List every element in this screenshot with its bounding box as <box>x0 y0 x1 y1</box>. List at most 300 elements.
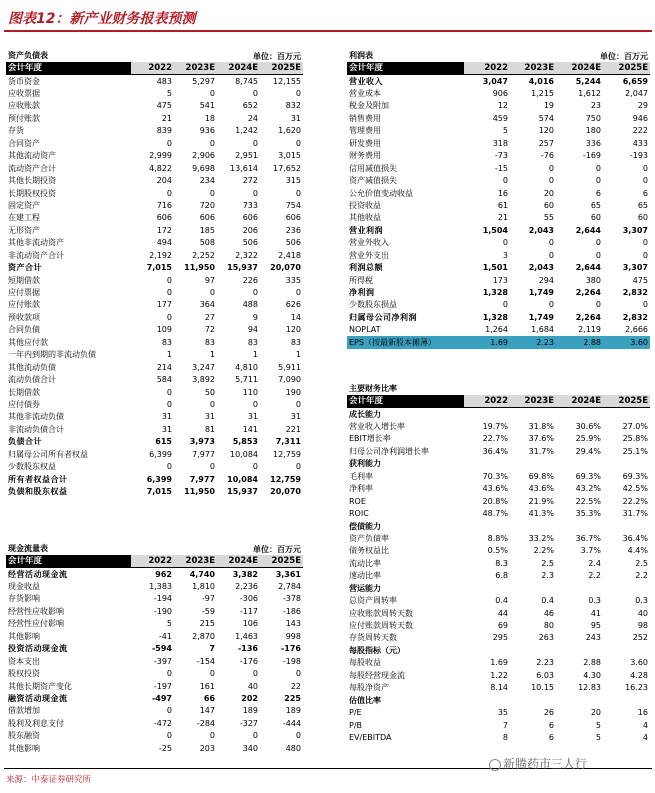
cell-value: 7,977 <box>192 449 215 459</box>
cell-value: 541 <box>199 101 215 111</box>
row-label: 归母公司净利润增长率 <box>349 446 429 456</box>
cell-value: 2,043 <box>528 225 554 235</box>
row-label: 长期借款 <box>8 387 40 397</box>
cell-value: 7,311 <box>275 437 301 447</box>
cell-value: 60 <box>637 213 648 223</box>
cell-value: -594 <box>151 644 172 654</box>
cell-value: 2,264 <box>575 288 601 298</box>
row-label: 投资活动现金流 <box>8 644 68 654</box>
income-statement-table <box>347 50 650 349</box>
row-label: 营业收入增长率 <box>349 422 405 432</box>
cell-value: -190 <box>153 606 172 616</box>
cell-value: 31 <box>247 412 258 422</box>
cell-value: 0 <box>295 731 301 741</box>
cell-value: -169 <box>582 151 601 161</box>
cell-value: 0 <box>252 669 258 679</box>
row-label: 经营性应收影响 <box>8 606 64 616</box>
row-label: 资产合计 <box>8 263 42 273</box>
row-label: 长期股权投资 <box>8 188 56 198</box>
row-label: 股权投资 <box>8 669 40 679</box>
row-label: 偿债能力 <box>349 521 381 531</box>
cell-value: 17,652 <box>273 163 301 173</box>
cell-value: 6.03 <box>536 670 554 680</box>
table-row <box>347 433 650 445</box>
cell-value: 1,328 <box>482 312 508 322</box>
cell-value: 2.5 <box>635 558 648 568</box>
row-label: 债务权益比 <box>349 546 389 556</box>
table-row <box>347 286 650 298</box>
row-label: 应付账款周转天数 <box>349 621 413 631</box>
cell-value: 0 <box>295 399 301 409</box>
cell-value: 0 <box>166 706 172 716</box>
cell-value: 906 <box>492 89 508 99</box>
cell-value: 0 <box>548 300 554 310</box>
cell-value: 1,620 <box>278 126 301 136</box>
cell-value: 25.1% <box>622 446 648 456</box>
table-row <box>6 655 303 667</box>
table-row <box>6 717 303 729</box>
table-row <box>347 324 650 336</box>
header-year: 2022 <box>464 62 510 74</box>
cell-value: 2,784 <box>278 582 301 592</box>
watermark-text: 新腾药市三人行 <box>503 757 588 771</box>
cell-value: 0 <box>642 300 648 310</box>
cell-value: 839 <box>156 126 172 136</box>
cell-value: 0 <box>642 176 648 186</box>
row-label: P/E <box>349 708 362 718</box>
cell-value <box>464 520 510 532</box>
table-row <box>347 594 650 606</box>
cell-value: 3,973 <box>189 437 215 447</box>
row-label: 其他长期资产变化 <box>8 681 72 691</box>
table-row <box>6 261 303 273</box>
cell-value: -378 <box>282 594 301 604</box>
cell-value: 615 <box>155 437 172 447</box>
cell-value <box>464 644 510 656</box>
cell-value: -176 <box>280 644 301 654</box>
table-row <box>6 187 303 199</box>
section-title: 现金流量表 <box>6 543 131 555</box>
cell-value: 13,614 <box>230 163 258 173</box>
table-row <box>347 261 650 273</box>
cell-value: 508 <box>199 238 215 248</box>
cell-value: 23 <box>590 101 601 111</box>
cell-value: 3,307 <box>622 225 648 235</box>
cell-value: 60 <box>543 200 554 210</box>
cell-value: 42.5% <box>622 484 648 494</box>
cell-value: 7,015 <box>146 487 172 497</box>
table-row <box>6 174 303 186</box>
cell-value: -15 <box>494 163 508 173</box>
cell-value <box>464 408 510 420</box>
cell-value: 120 <box>285 325 301 335</box>
row-label: 营业外收入 <box>349 238 389 248</box>
table-row <box>347 174 650 186</box>
cell-value: 1,749 <box>528 312 554 322</box>
table-row <box>6 324 303 336</box>
cell-value: 0 <box>595 250 601 260</box>
cell-value: 1,612 <box>578 89 601 99</box>
cell-value: 65 <box>637 200 648 210</box>
cell-value: 4,810 <box>235 362 258 372</box>
cell-value: 1,501 <box>482 263 508 273</box>
cell-value: 69.3% <box>622 471 648 481</box>
cell-value: 3.60 <box>630 658 648 668</box>
cell-value: 33.2% <box>528 533 554 543</box>
table-row <box>347 719 650 731</box>
cell-value: 0 <box>548 176 554 186</box>
table-row <box>347 557 650 569</box>
figure-title-bar <box>4 2 652 32</box>
cell-value: 0 <box>642 238 648 248</box>
row-label: EPS（按最新股本摊薄） <box>347 336 464 348</box>
row-label: 所得税 <box>349 275 373 285</box>
cell-value: 6,659 <box>622 76 648 86</box>
header-label: 会计年度 <box>6 62 131 74</box>
table-row <box>6 361 303 373</box>
row-label: 营业利润 <box>349 225 383 235</box>
cell-value: 506 <box>285 238 301 248</box>
table-row <box>347 237 650 249</box>
row-label: 一年内到期的非流动负债 <box>8 350 96 360</box>
row-label: 利润总额 <box>349 263 383 273</box>
table-row <box>347 224 650 236</box>
cell-value: 0 <box>548 238 554 248</box>
cell-value: 25.8% <box>622 434 648 444</box>
cell-value: 22.2% <box>622 496 648 506</box>
cell-value: 12.83 <box>578 683 601 693</box>
row-label: 其他影响 <box>8 631 40 641</box>
table-row <box>6 224 303 236</box>
cell-value: 2,666 <box>625 325 648 335</box>
cell-value: 3.60 <box>603 336 650 348</box>
cell-value: 0 <box>295 138 301 148</box>
cell-value <box>510 458 556 470</box>
cell-value: 31 <box>161 412 172 422</box>
row-label: 所有者权益合计 <box>8 474 68 484</box>
cell-value: 459 <box>492 113 508 123</box>
row-label: 预收款项 <box>8 312 40 322</box>
cell-value: 11,950 <box>184 263 215 273</box>
table-row <box>6 580 303 592</box>
cell-value: 19.7% <box>482 422 508 432</box>
subsection-row <box>347 458 650 470</box>
cell-value: -194 <box>153 594 172 604</box>
cell-value: -193 <box>629 151 648 161</box>
cell-value: 83 <box>204 337 215 347</box>
table-row <box>347 299 650 311</box>
cell-value: 0 <box>209 731 215 741</box>
cell-value: 29.4% <box>575 446 601 456</box>
header-year: 2025E <box>260 62 303 74</box>
cell-value: 5 <box>595 732 601 742</box>
cell-value: 43.2% <box>575 484 601 494</box>
row-label: 财务费用 <box>349 151 381 161</box>
cell-value: 44 <box>497 608 508 618</box>
cell-value: 15,937 <box>227 487 258 497</box>
cell-value: 8.14 <box>490 683 508 693</box>
cell-value: 962 <box>155 569 172 579</box>
row-label: 信用减值损失 <box>349 163 397 173</box>
cell-value: 832 <box>285 101 301 111</box>
cell-value: 12,759 <box>273 449 301 459</box>
cell-value: 336 <box>585 138 601 148</box>
cell-value: 754 <box>285 200 301 210</box>
cell-value: 0 <box>642 250 648 260</box>
row-label: 应收票据 <box>8 89 40 99</box>
cell-value <box>464 458 510 470</box>
cell-value: 173 <box>492 275 508 285</box>
cell-value: 4 <box>642 720 648 730</box>
table-row <box>6 411 303 423</box>
section-row <box>6 543 303 555</box>
row-label: 负债和股东权益 <box>8 487 68 497</box>
header-year: 2024E <box>556 62 603 74</box>
row-label: 资本支出 <box>8 656 40 666</box>
cell-value: 19 <box>543 101 554 111</box>
table-row <box>347 162 650 174</box>
cell-value: 0 <box>295 188 301 198</box>
table-row <box>6 680 303 692</box>
cell-value: 252 <box>632 633 648 643</box>
cell-value: 55 <box>543 213 554 223</box>
section-row <box>347 383 650 395</box>
cell-value: 998 <box>285 631 301 641</box>
table-row <box>347 445 650 457</box>
row-label: 少数股东权益 <box>8 462 56 472</box>
row-label: 应收账款 <box>8 101 40 111</box>
cell-value: 2.4 <box>588 558 601 568</box>
row-label: 预付账款 <box>8 113 40 123</box>
cell-value: 584 <box>156 375 172 385</box>
row-label: 借款增加 <box>8 706 40 716</box>
table-row <box>6 618 303 630</box>
row-label: 其他收益 <box>349 213 381 223</box>
cell-value: -59 <box>201 606 215 616</box>
cell-value: 25.9% <box>575 434 601 444</box>
cell-value: 1,215 <box>531 89 554 99</box>
cell-value: 0 <box>166 731 172 741</box>
cell-value: 60 <box>590 213 601 223</box>
cell-value: 0 <box>595 176 601 186</box>
cell-value: 0 <box>252 731 258 741</box>
row-label: 速动比率 <box>349 571 381 581</box>
cell-value: 3,361 <box>275 569 301 579</box>
table-row <box>347 545 650 557</box>
cell-value: 483 <box>156 76 172 86</box>
header-year: 2022 <box>131 555 174 567</box>
cell-value <box>464 694 510 706</box>
cell-value: -497 <box>151 693 172 703</box>
cell-value: -197 <box>153 681 172 691</box>
row-label: 经营性应付影响 <box>8 619 64 629</box>
cell-value: 720 <box>199 200 215 210</box>
cell-value: 177 <box>156 300 172 310</box>
cell-value: 0 <box>166 462 172 472</box>
cell-value <box>464 582 510 594</box>
cell-value: 2,047 <box>625 89 648 99</box>
cell-value: 43.6% <box>528 484 554 494</box>
cell-value: 0 <box>252 288 258 298</box>
cell-value: 12 <box>497 101 508 111</box>
cell-value: -198 <box>282 656 301 666</box>
cell-value: 1 <box>295 350 301 360</box>
cell-value: 1.69 <box>464 336 510 348</box>
cell-value: 190 <box>285 387 301 397</box>
cell-value: 1,810 <box>192 582 215 592</box>
row-label: EV/EBITDA <box>349 732 392 742</box>
row-label: 总资产周转率 <box>349 596 397 606</box>
cell-value: 31 <box>161 424 172 434</box>
cell-value: 295 <box>492 633 508 643</box>
cell-value: 5,244 <box>575 76 601 86</box>
cell-value: 83 <box>161 337 172 347</box>
cell-value: 37.6% <box>528 434 554 444</box>
cell-value: 480 <box>285 743 301 753</box>
row-label: 其他非流动负债 <box>8 412 64 422</box>
cell-value: 626 <box>285 300 301 310</box>
cell-value: 202 <box>241 693 258 703</box>
cell-value: 606 <box>285 213 301 223</box>
table-row <box>6 199 303 211</box>
cell-value: -284 <box>196 718 215 728</box>
row-label: ROIC <box>349 509 369 519</box>
cell-value: 21.9% <box>528 496 554 506</box>
table-row <box>347 731 650 743</box>
row-label: 现金收益 <box>8 582 40 592</box>
row-label: 应付账款 <box>8 300 40 310</box>
table-row <box>347 311 650 323</box>
cell-value: 20.8% <box>482 496 508 506</box>
cell-value: 18 <box>204 113 215 123</box>
row-label: 净利润 <box>349 288 375 298</box>
cell-value: 2,951 <box>235 151 258 161</box>
cell-value: 0.3 <box>635 596 648 606</box>
cell-value: 0 <box>209 669 215 679</box>
cell-value <box>510 408 556 420</box>
cell-value: 9,698 <box>192 163 215 173</box>
table-row <box>6 286 303 298</box>
cell-value: 31 <box>204 412 215 422</box>
cell-value: 2.2 <box>588 571 601 581</box>
cell-value: 5 <box>595 720 601 730</box>
cell-value: 574 <box>538 113 554 123</box>
table-row <box>347 669 650 681</box>
row-label: 每股经营现金流 <box>349 670 405 680</box>
cell-value: 335 <box>285 275 301 285</box>
cell-value: 0 <box>209 188 215 198</box>
cell-value: 69.3% <box>575 471 601 481</box>
cell-value: 2.5 <box>541 558 554 568</box>
cell-value <box>510 694 556 706</box>
table-row <box>347 100 650 112</box>
cell-value: 0 <box>166 669 172 679</box>
cell-value: 5 <box>502 126 508 136</box>
cell-value: 11,950 <box>184 487 215 497</box>
cell-value: 946 <box>632 113 648 123</box>
table-row <box>6 460 303 472</box>
cell-value: 3,892 <box>192 375 215 385</box>
cell-value: 3,015 <box>278 151 301 161</box>
cell-value: 0 <box>595 300 601 310</box>
cell-value: 5,911 <box>278 362 301 372</box>
header-row <box>6 62 303 74</box>
cell-value: 272 <box>242 176 258 186</box>
cell-value: 2,192 <box>149 250 172 260</box>
table-row <box>6 742 303 754</box>
cell-value: 7,977 <box>189 474 215 484</box>
footer <box>4 757 652 785</box>
row-label: 销售费用 <box>349 113 381 123</box>
header-year: 2022 <box>464 395 510 407</box>
cell-value: 0 <box>595 238 601 248</box>
cell-value <box>510 520 556 532</box>
cell-value: 936 <box>199 126 215 136</box>
table-row <box>347 187 650 199</box>
spacer-cell <box>556 383 603 395</box>
row-label: 每股收益 <box>349 658 381 668</box>
cell-value: 65 <box>590 200 601 210</box>
table-row <box>6 630 303 642</box>
cell-value: 4 <box>642 732 648 742</box>
cell-value: 1,749 <box>528 288 554 298</box>
cell-value: 315 <box>285 176 301 186</box>
table-row <box>6 373 303 385</box>
cell-value <box>603 458 650 470</box>
row-label: 流动负债合计 <box>8 375 56 385</box>
cell-value: 0 <box>502 300 508 310</box>
cell-value: 3,247 <box>192 362 215 372</box>
row-label: 融资活动现金流 <box>8 693 68 703</box>
row-label: 公允价值变动收益 <box>349 188 413 198</box>
cell-value: 43.6% <box>482 484 508 494</box>
row-label: 短期借款 <box>8 275 40 285</box>
spacer-cell <box>174 50 217 62</box>
cell-value: 6 <box>548 732 554 742</box>
row-label: 存货 <box>8 126 24 136</box>
cell-value: 0 <box>209 399 215 409</box>
subsection-row <box>347 644 650 656</box>
cell-value: 189 <box>242 706 258 716</box>
cell-value: 0 <box>595 163 601 173</box>
table-row <box>6 398 303 410</box>
table-row <box>347 112 650 124</box>
cell-value: 2,870 <box>192 631 215 641</box>
unit-label: 单位：百万元 <box>253 51 301 61</box>
cell-value: 95 <box>590 621 601 631</box>
cell-value: 1 <box>252 350 258 360</box>
row-label: 成长能力 <box>349 409 381 419</box>
cell-value: 46 <box>543 608 554 618</box>
cell-value: 4.4% <box>627 546 648 556</box>
cell-value: -73 <box>494 151 508 161</box>
cell-value: 606 <box>156 213 172 223</box>
cell-value: 3,047 <box>482 76 508 86</box>
section-title: 利润表 <box>347 50 464 62</box>
cell-value: 109 <box>156 325 172 335</box>
row-label: 营业外支出 <box>349 250 389 260</box>
row-label: 非流动资产合计 <box>8 250 64 260</box>
cell-value: 98 <box>637 621 648 631</box>
cell-value: 0.3 <box>588 596 601 606</box>
header-year: 2023E <box>510 395 556 407</box>
table-row <box>347 570 650 582</box>
row-label: 股利及利息支付 <box>8 718 64 728</box>
header-year: 2025E <box>603 395 650 407</box>
cell-value: 21 <box>497 213 508 223</box>
cell-value: 72 <box>204 325 215 335</box>
cell-value: 506 <box>242 238 258 248</box>
